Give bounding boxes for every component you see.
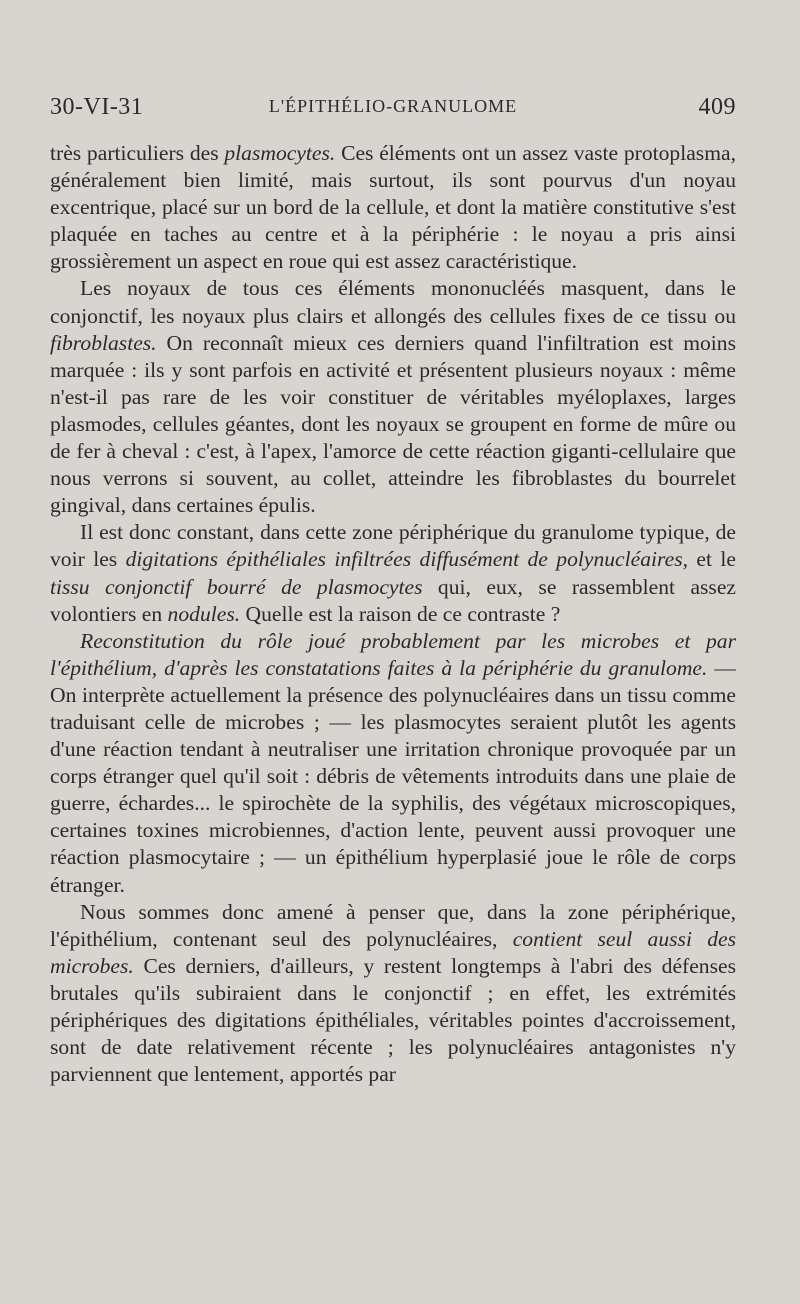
text-run: Ces éléments ont un assez vaste protoplasma, généralement bien limité, mais surtout, ils sont pourvus d'un noyau excentrique, placé sur un bord de la cellule, et dont la matière constitutive s'est plaquée en taches au centre et à la périphérie : le noyau a pris ainsi grossièrement un aspect en roue qui est assez caractéristique. [50,141,736,274]
text-run: Les noyaux de tous ces éléments mononucléés masquent, dans le conjonctif, les noyaux plus clairs et allongés des cellules fixes de ce tissu ou [50,276,736,328]
running-head-date: 30-VI-31 [50,94,144,120]
paragraph [50,899,736,1089]
body-text [50,140,736,1088]
italic-text: digitations épithéliales infiltrées diffusément de polynucléaires, [125,547,688,572]
text-run: Quelle est la raison de ce contraste ? [240,601,561,626]
paragraph [50,140,736,275]
paragraph [50,519,736,627]
text-run: Ces derniers, d'ailleurs, y restent longtemps à l'abri des défenses brutales qu'ils subiraient dans le conjonctif ; en effet, les extrémités périphériques des digitations épithéliales, véritables pointes d'accroissement, sont de date relativement récente ; les polynucléaires antagonistes n'y parviennent que lentement, apportés par [50,953,736,1087]
text-run: Il est donc constant, dans cette zone périphérique du granulome typique, de voir les [50,520,736,572]
text-run: — On interprète actuellement la présence des polynucléaires dans un tissu comme traduisant celle de microbes ; — les plasmocytes seraient plutôt les agents d'une réaction tendant à neutraliser une irritation chronique provoquée par un corps étranger quel qu'il soit : débris de vêtements introduits dans une plaie de guerre, échardes... le spirochète de la syphilis, des végétaux microscopiques, certaines toxines microbiennes, d'action lente, peuvent aussi provoquer une réaction plasmocytaire ; — un épithélium hyperplasié joue le rôle de corps étranger. [50,655,736,897]
running-head-title: L'ÉPITHÉLIO-GRANULOME [268,96,518,116]
text-run: On reconnaît mieux ces derniers quand l'infiltration est moins marquée : ils y sont parfois en activité et présentent plusieurs noyaux : même n'est-il pas rare de les voir constituer de véritables myéloplaxes, larges plasmodes, cellules géantes, dont les noyaux se groupent en forme de mûre ou de fer à cheval : c'est, à l'apex, l'amorce de cette réaction giganti-cellulaire que nous verrons si souvent, au collet, atteindre les fibroblastes du bourrelet gingival, dans certaines épulis. [50,330,736,518]
paragraph [50,628,736,899]
running-head [50,94,736,124]
paragraph [50,275,736,519]
italic-text: nodules. [167,601,241,626]
text-run: et le [688,547,736,572]
text-run: Nous sommes donc amené à penser que, dans la zone périphérique, l'épithélium, contenant seul des polynucléaires, [50,899,736,951]
italic-text: contient seul aussi des microbes. [50,926,736,978]
italic-text: tissu conjonctif bourré de plasmocytes [50,574,423,599]
italic-text: fibroblastes. [50,330,157,355]
text-run: qui, eux, se rassemblent assez volontiers en [50,574,737,626]
page-number: 409 [698,94,736,120]
text-run: très particuliers des [50,141,225,165]
italic-text: plasmocytes. [224,141,336,165]
italic-text: Reconstitution du rôle joué probablement par les microbes et par l'épithélium, d'après les constatations faites à la périphérie du granulome. [50,628,736,680]
